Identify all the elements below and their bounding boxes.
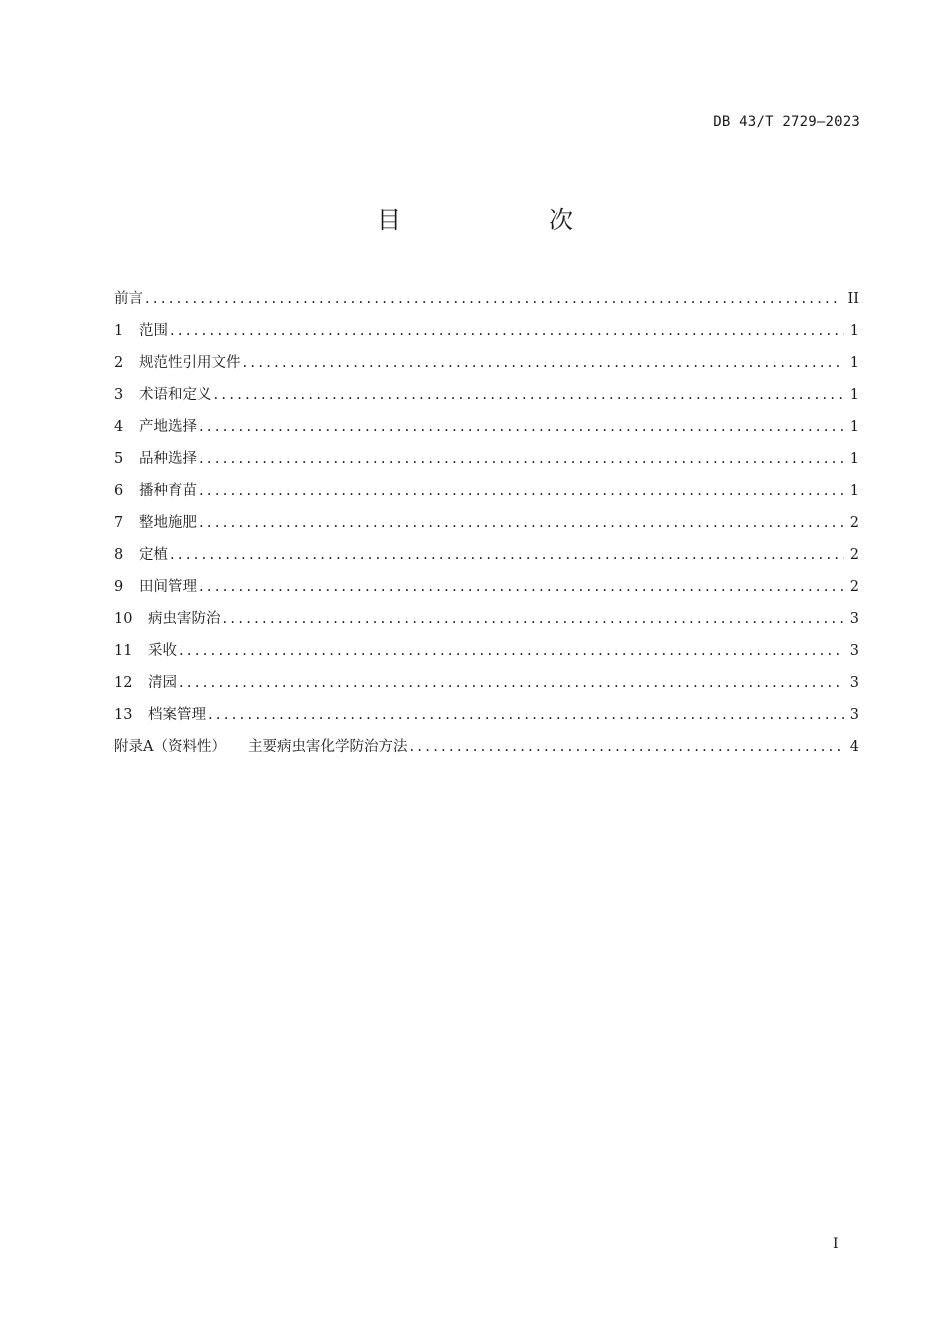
toc-entry-page: 3 [849,675,859,691]
toc-entry-page: 1 [849,355,859,371]
toc-entry-13[interactable] [114,703,859,735]
toc-leader-dots [199,419,844,435]
toc-entry-number: 9 [114,579,124,595]
toc-entry-label: 定植 [139,547,168,563]
toc-entry-10[interactable] [114,607,859,639]
toc-entry-2[interactable] [114,351,859,383]
toc-entry-number: 13 [114,707,133,723]
toc-entry-number: 1 [114,323,124,339]
toc-entry-3[interactable] [114,383,859,415]
toc-entry-foreword[interactable] [114,287,859,319]
toc-entry-number: 7 [114,515,124,531]
toc-entry-number: 8 [114,547,124,563]
toc-entry-page: 1 [849,419,859,435]
toc-entry-label: 产地选择 [139,419,197,435]
toc-entry-9[interactable] [114,575,859,607]
toc-leader-dots [199,579,844,595]
toc-entry-label: 清园 [148,675,177,691]
toc-leader-dots [179,643,844,659]
toc-entry-page: 3 [849,611,859,627]
appendix-title: 主要病虫害化学防治方法 [247,739,408,755]
toc-entry-page: 1 [849,483,859,499]
toc-leader-dots [208,707,844,723]
toc-entry-page: 4 [849,739,859,755]
toc-entry-1[interactable] [114,319,859,351]
toc-entry-page: 1 [849,387,859,403]
toc-leader-dots [199,451,844,467]
toc-entry-label [114,735,407,756]
toc-entry-label: 播种育苗 [139,483,197,499]
toc-entry-page: II [847,291,859,307]
toc-entry-7[interactable] [114,511,859,543]
toc-entry-number: 4 [114,419,124,435]
toc-entry-label: 病虫害防治 [148,611,221,627]
toc-entry-page: 1 [849,323,859,339]
toc-entry-4[interactable] [114,415,859,447]
toc-entry-number: 6 [114,483,124,499]
appendix-designation: 附录A（资料性） [114,739,226,755]
toc-entry-label: 范围 [139,323,168,339]
toc-leader-dots [409,739,843,755]
toc-entry-label: 前言 [114,291,143,307]
toc-entry-5[interactable] [114,447,859,479]
toc-entry-page: 3 [849,707,859,723]
toc-entry-label: 整地施肥 [139,515,197,531]
toc-entry-label: 档案管理 [148,707,206,723]
toc-leader-dots [199,515,844,531]
toc-leader-dots [223,611,844,627]
toc-entry-label: 术语和定义 [139,387,212,403]
toc-entry-number: 5 [114,451,124,467]
toc-entry-page: 2 [849,515,859,531]
toc-entry-appendix-a[interactable] [114,735,859,767]
page-title: 目 次 [377,206,635,234]
toc-entry-number: 3 [114,387,124,403]
toc-leader-dots [179,675,844,691]
page-number: I [833,1236,839,1252]
toc-leader-dots [170,547,844,563]
toc-entry-label: 采收 [148,643,177,659]
toc-entry-number: 11 [114,643,133,659]
toc-entry-number: 2 [114,355,124,371]
toc-leader-dots [199,483,844,499]
toc-entry-11[interactable] [114,639,859,671]
toc-entry-8[interactable] [114,543,859,575]
toc-leader-dots [170,323,844,339]
toc-entry-number: 12 [114,675,133,691]
toc-entry-label: 田间管理 [139,579,197,595]
toc-leader-dots [243,355,844,371]
toc-entry-page: 1 [849,451,859,467]
toc-entry-page: 2 [849,547,859,563]
toc-entry-12[interactable] [114,671,859,703]
toc-leader-dots [214,387,844,403]
toc-entry-page: 2 [849,579,859,595]
toc-entry-page: 3 [849,643,859,659]
toc-entry-6[interactable] [114,479,859,511]
toc-leader-dots [145,291,842,307]
table-of-contents [114,287,859,767]
toc-entry-label: 规范性引用文件 [139,355,241,371]
toc-entry-label: 品种选择 [139,451,197,467]
standard-code: DB 43/T 2729—2023 [713,114,860,130]
toc-entry-number: 10 [114,611,133,627]
